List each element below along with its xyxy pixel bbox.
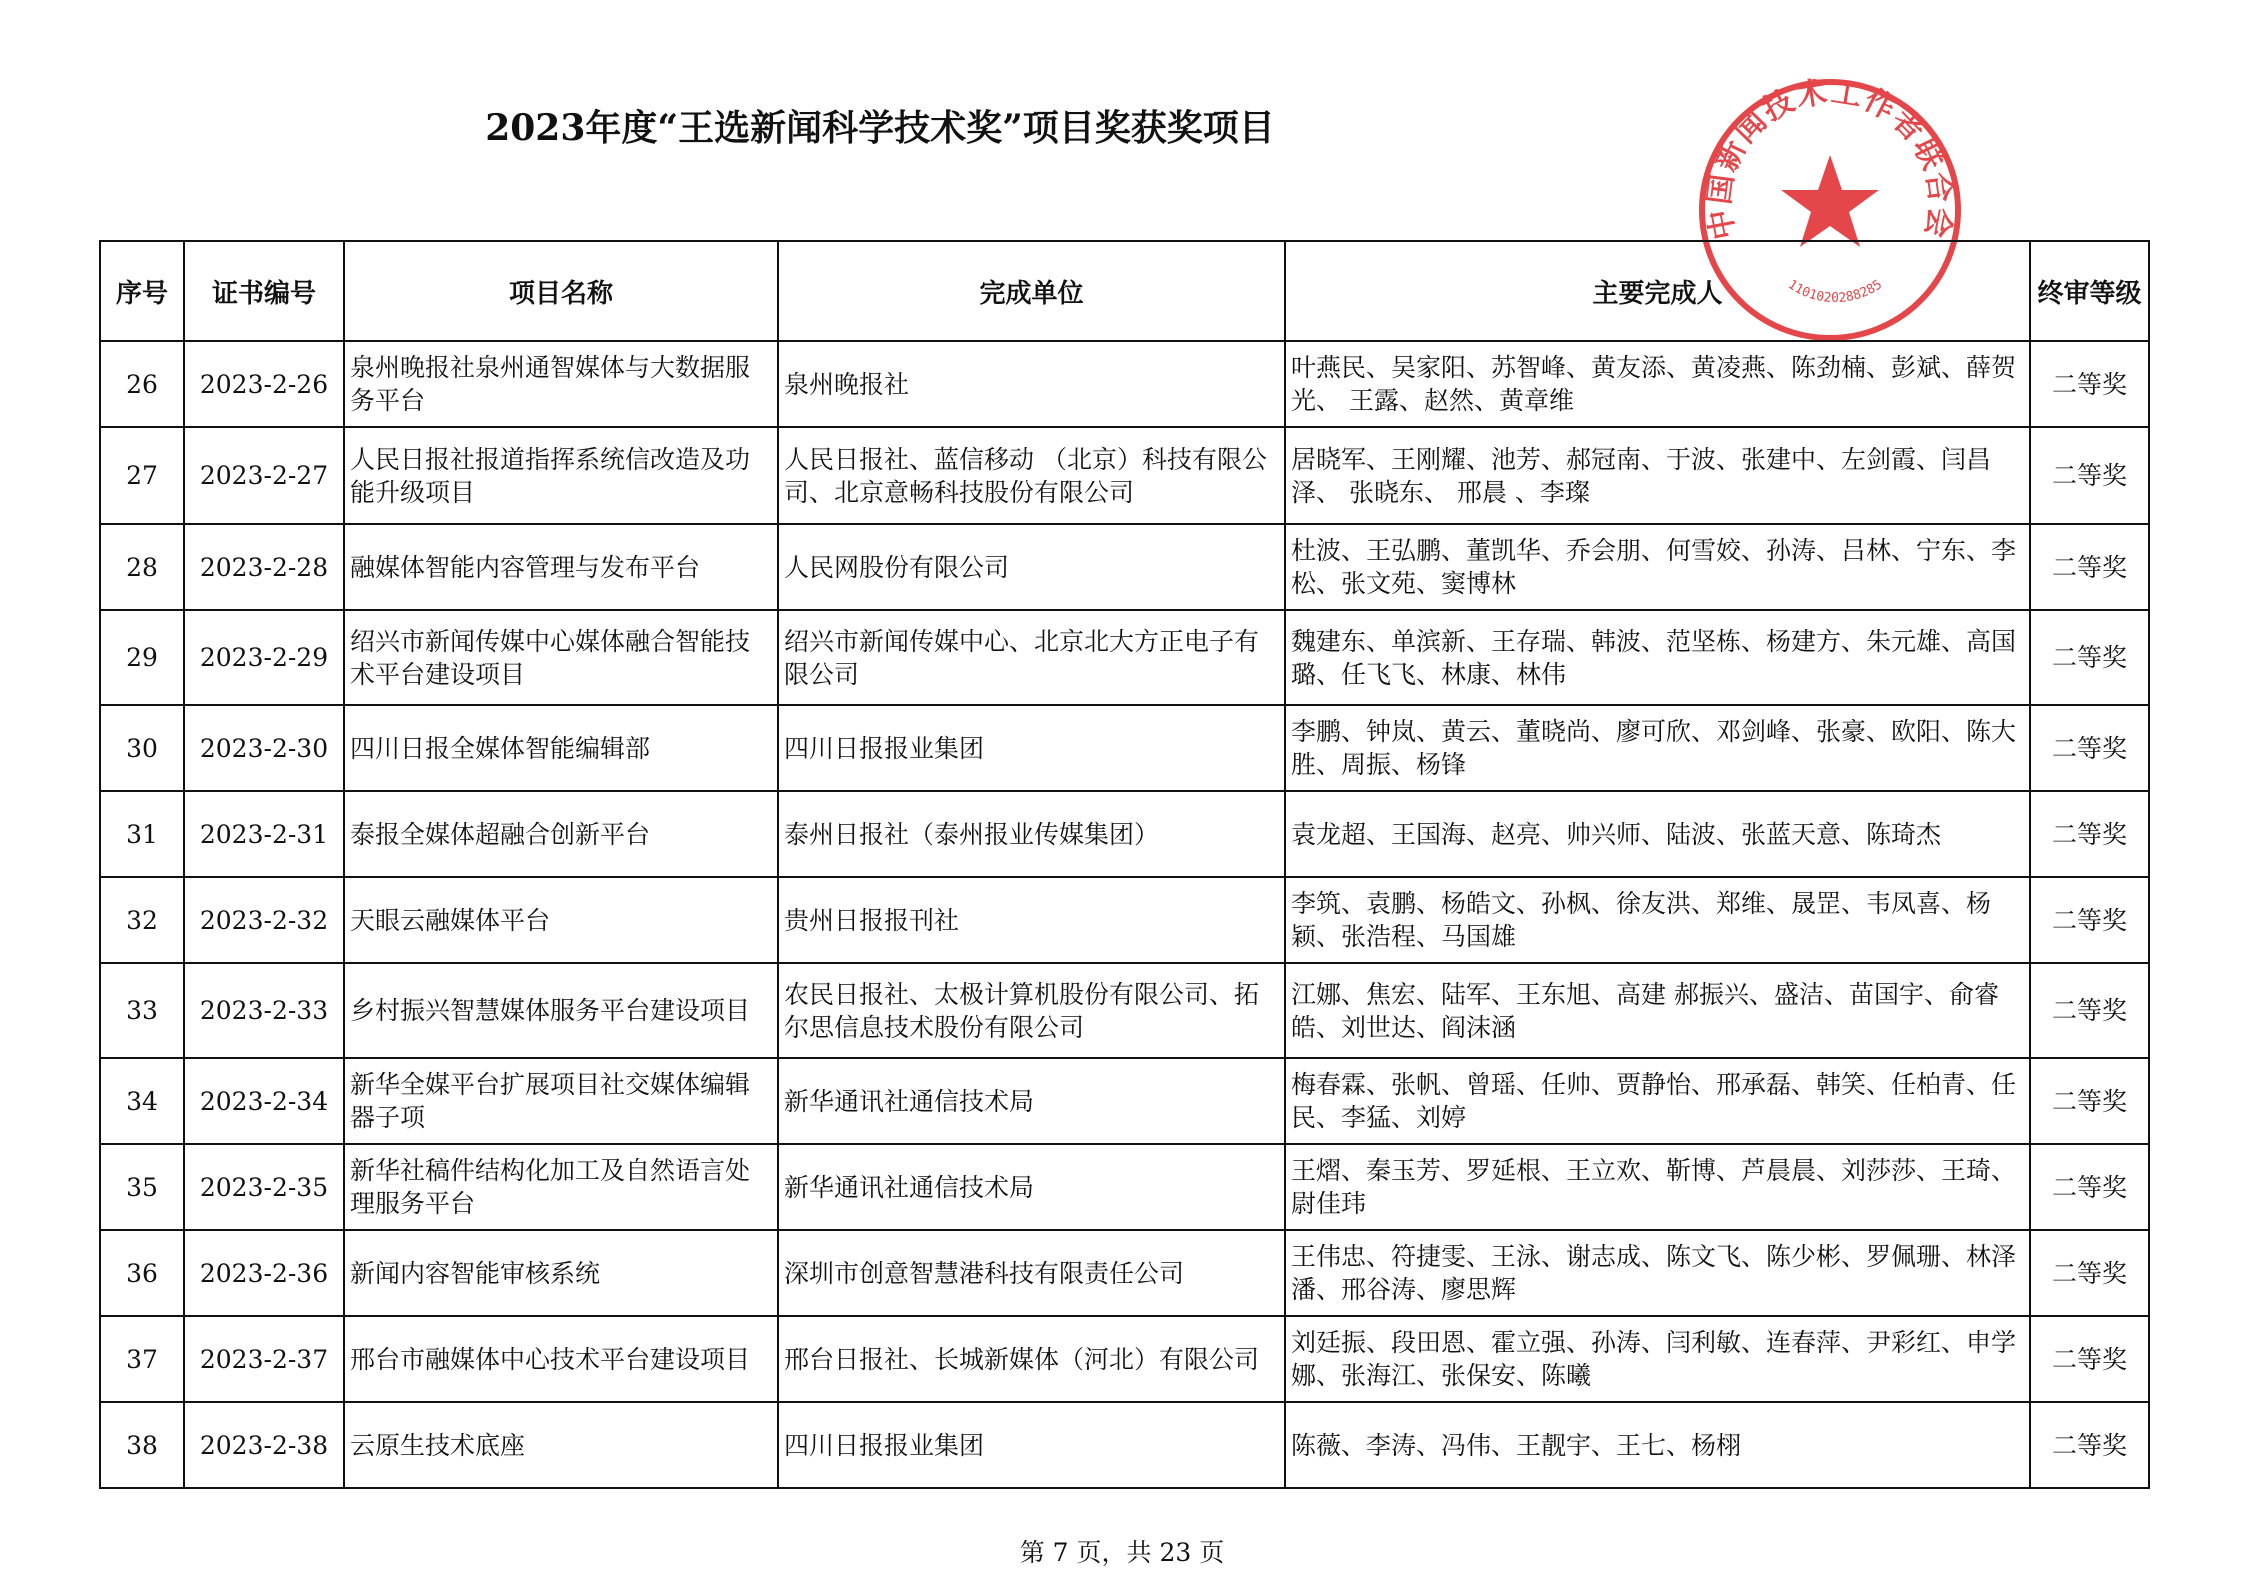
table-row: [100, 791, 2149, 877]
cell-people: 王熠、秦玉芳、罗延根、王立欢、靳博、芦晨晨、刘莎莎、王琦、尉佳玮: [1285, 1144, 2030, 1230]
cell-grade: 二等奖: [2030, 1402, 2149, 1488]
cell-unit: 新华通讯社通信技术局: [778, 1058, 1285, 1144]
cell-project: 泉州晚报社泉州通智媒体与大数据服务平台: [344, 341, 778, 427]
cell-seq: 31: [100, 791, 184, 877]
seal-text: 中国新闻技术工作者联合会: [1701, 74, 1959, 243]
cell-project: 融媒体智能内容管理与发布平台: [344, 524, 778, 610]
cell-project: 云原生技术底座: [344, 1402, 778, 1488]
cell-cert: 2023-2-32: [184, 877, 344, 963]
cell-cert: 2023-2-31: [184, 791, 344, 877]
cell-seq: 34: [100, 1058, 184, 1144]
table-row: [100, 1058, 2149, 1144]
cell-people: 江娜、焦宏、陆军、王东旭、高建 郝振兴、盛洁、苗国宇、俞睿皓、刘世达、阎沫涵: [1285, 963, 2030, 1058]
awards-table: [99, 240, 2150, 1489]
cell-unit: 农民日报社、太极计算机股份有限公司、拓尔思信息技术股份有限公司: [778, 963, 1285, 1058]
cell-unit: 绍兴市新闻传媒中心、北京北大方正电子有限公司: [778, 610, 1285, 705]
cell-people: 王伟忠、符捷雯、王泳、谢志成、陈文飞、陈少彬、罗佩珊、林泽潘、邢谷涛、廖思辉: [1285, 1230, 2030, 1316]
cell-grade: 二等奖: [2030, 524, 2149, 610]
cell-seq: 37: [100, 1316, 184, 1402]
cell-grade: 二等奖: [2030, 1058, 2149, 1144]
cell-unit: 邢台日报社、长城新媒体（河北）有限公司: [778, 1316, 1285, 1402]
cell-unit: 泰州日报社（泰州报业传媒集团）: [778, 791, 1285, 877]
cell-seq: 29: [100, 610, 184, 705]
seal-star-icon: [1781, 155, 1879, 247]
cell-cert: 2023-2-38: [184, 1402, 344, 1488]
table-row: [100, 427, 2149, 524]
cell-seq: 38: [100, 1402, 184, 1488]
cell-seq: 35: [100, 1144, 184, 1230]
cell-cert: 2023-2-36: [184, 1230, 344, 1316]
cell-seq: 30: [100, 705, 184, 791]
cell-cert: 2023-2-30: [184, 705, 344, 791]
header-people: 主要完成人: [1285, 241, 2030, 341]
table-row: [100, 341, 2149, 427]
seal-code: 1101020288285: [1785, 277, 1885, 307]
cell-seq: 32: [100, 877, 184, 963]
cell-grade: 二等奖: [2030, 877, 2149, 963]
header-seq: 序号: [100, 241, 184, 341]
cell-grade: 二等奖: [2030, 1230, 2149, 1316]
cell-cert: 2023-2-35: [184, 1144, 344, 1230]
table-row: [100, 1230, 2149, 1316]
cell-project: 邢台市融媒体中心技术平台建设项目: [344, 1316, 778, 1402]
cell-grade: 二等奖: [2030, 705, 2149, 791]
cell-seq: 26: [100, 341, 184, 427]
cell-people: 杜波、王弘鹏、董凯华、乔会朋、何雪姣、孙涛、吕林、宁东、李松、张文苑、窦博林: [1285, 524, 2030, 610]
cell-cert: 2023-2-27: [184, 427, 344, 524]
cell-project: 四川日报全媒体智能编辑部: [344, 705, 778, 791]
cell-people: 陈薇、李涛、冯伟、王靓宇、王七、杨栩: [1285, 1402, 2030, 1488]
table-row: [100, 524, 2149, 610]
cell-grade: 二等奖: [2030, 963, 2149, 1058]
cell-people: 魏建东、单滨新、王存瑞、韩波、范坚栋、杨建方、朱元雄、高国璐、任飞飞、林康、林伟: [1285, 610, 2030, 705]
cell-grade: 二等奖: [2030, 1316, 2149, 1402]
cell-seq: 27: [100, 427, 184, 524]
header-project: 项目名称: [344, 241, 778, 341]
page-title: 2023年度“王选新闻科学技术奖”项目奖获奖项目: [485, 107, 1275, 149]
cell-grade: 二等奖: [2030, 427, 2149, 524]
cell-unit: 贵州日报报刊社: [778, 877, 1285, 963]
cell-people: 袁龙超、王国海、赵亮、帅兴师、陆波、张蓝天意、陈琦杰: [1285, 791, 2030, 877]
table-row: [100, 1402, 2149, 1488]
cell-project: 新闻内容智能审核系统: [344, 1230, 778, 1316]
table-row: [100, 963, 2149, 1058]
cell-cert: 2023-2-28: [184, 524, 344, 610]
cell-unit: 深圳市创意智慧港科技有限责任公司: [778, 1230, 1285, 1316]
cell-grade: 二等奖: [2030, 610, 2149, 705]
cell-people: 李鹏、钟岚、黄云、董晓尚、廖可欣、邓剑峰、张豪、欧阳、陈大胜、周振、杨锋: [1285, 705, 2030, 791]
cell-grade: 二等奖: [2030, 341, 2149, 427]
header-cert: 证书编号: [184, 241, 344, 341]
cell-seq: 28: [100, 524, 184, 610]
cell-unit: 人民网股份有限公司: [778, 524, 1285, 610]
table-row: [100, 1144, 2149, 1230]
cell-project: 绍兴市新闻传媒中心媒体融合智能技术平台建设项目: [344, 610, 778, 705]
cell-unit: 新华通讯社通信技术局: [778, 1144, 1285, 1230]
cell-seq: 36: [100, 1230, 184, 1316]
cell-people: 李筑、袁鹏、杨皓文、孙枫、徐友洪、郑维、晟罡、韦凤喜、杨颖、张浩程、马国雄: [1285, 877, 2030, 963]
cell-seq: 33: [100, 963, 184, 1058]
cell-project: 泰报全媒体超融合创新平台: [344, 791, 778, 877]
cell-project: 乡村振兴智慧媒体服务平台建设项目: [344, 963, 778, 1058]
cell-grade: 二等奖: [2030, 1144, 2149, 1230]
cell-people: 梅春霖、张帆、曾瑶、任帅、贾静怡、邢承磊、韩笑、任柏青、任民、李猛、刘婷: [1285, 1058, 2030, 1144]
cell-cert: 2023-2-29: [184, 610, 344, 705]
cell-people: 居晓军、王刚耀、池芳、郝冠南、于波、张建中、左剑霞、闫昌泽、 张晓东、 邢晨 、李璨: [1285, 427, 2030, 524]
table-row: [100, 705, 2149, 791]
page-footer: 第 7 页，共 23 页: [1019, 1538, 1225, 1567]
cell-cert: 2023-2-33: [184, 963, 344, 1058]
table-row: [100, 877, 2149, 963]
cell-unit: 泉州晚报社: [778, 341, 1285, 427]
cell-project: 天眼云融媒体平台: [344, 877, 778, 963]
cell-project: 新华全媒平台扩展项目社交媒体编辑器子项: [344, 1058, 778, 1144]
header-grade: 终审等级: [2030, 241, 2149, 341]
cell-cert: 2023-2-26: [184, 341, 344, 427]
cell-people: 叶燕民、吴家阳、苏智峰、黄友添、黄凌燕、陈劲楠、彭斌、薛贺光、 王露、赵然、黄章维: [1285, 341, 2030, 427]
cell-unit: 四川日报报业集团: [778, 705, 1285, 791]
cell-people: 刘廷振、段田恩、霍立强、孙涛、闫利敏、连春萍、尹彩红、申学娜、张海江、张保安、陈曦: [1285, 1316, 2030, 1402]
table-row: [100, 610, 2149, 705]
cell-grade: 二等奖: [2030, 791, 2149, 877]
cell-project: 人民日报社报道指挥系统信改造及功能升级项目: [344, 427, 778, 524]
cell-unit: 四川日报报业集团: [778, 1402, 1285, 1488]
header-unit: 完成单位: [778, 241, 1285, 341]
cell-cert: 2023-2-37: [184, 1316, 344, 1402]
cell-unit: 人民日报社、蓝信移动 （北京）科技有限公司、北京意畅科技股份有限公司: [778, 427, 1285, 524]
table-header-row: [100, 241, 2149, 341]
cell-cert: 2023-2-34: [184, 1058, 344, 1144]
table-row: [100, 1316, 2149, 1402]
cell-project: 新华社稿件结构化加工及自然语言处理服务平台: [344, 1144, 778, 1230]
